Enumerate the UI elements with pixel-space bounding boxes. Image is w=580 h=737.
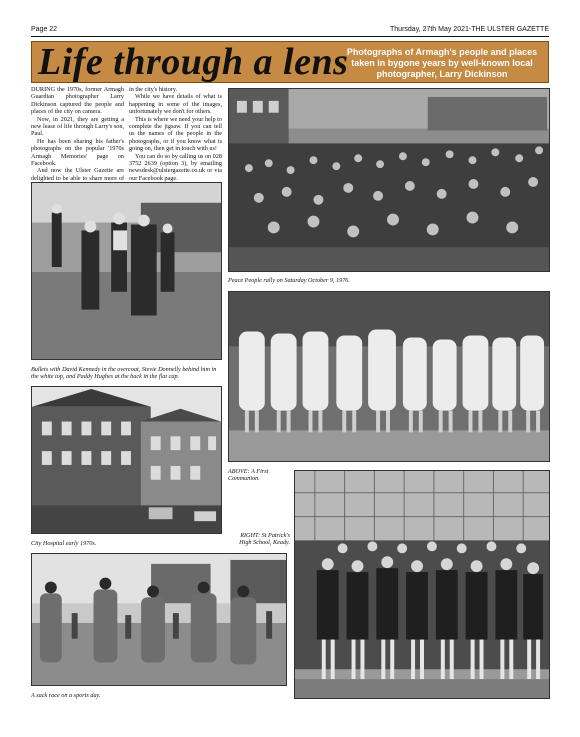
photo-city-hospital (31, 386, 222, 534)
article-paragraph: This is where we need your help to complete the jigsaw. If you can tell us the names of the people in the photographs, or if you know what is going on, then get in touch with us! (129, 115, 222, 153)
article-paragraph: You can do so by calling us on 028 3752 2639 (option 3), by emailing newsdesk@ulstergazette.co.uk or via our Facebook page. (129, 152, 222, 182)
caption-city-hospital: City Hospital early 1970s. (31, 540, 97, 547)
article-paragraph: And now the Ulster Gazette are delighted to be able to share more of (31, 167, 124, 182)
article-paragraph: Now, in 2021, they are getting a new lease of life through Larry's son, Paul. (31, 115, 124, 138)
article-headline: Life through a lens (38, 41, 349, 83)
page-number: Page 22 (31, 26, 58, 33)
caption-peace-rally: Peace People rally on Saturday October 9, 1976. (228, 277, 350, 284)
article-paragraph: He has been sharing his father's photographs on the popular '1970s Armagh Memories' page on Facebook. (31, 137, 124, 168)
photo-high-school (294, 470, 550, 699)
title-banner (31, 41, 549, 83)
header-rule (31, 36, 549, 37)
article-paragraph: DURING the 1970s, former Armagh Guardian photographer Larry Dickinson captured the people and places of the city on camera. (31, 86, 124, 116)
caption-sack-race: A sack race on a sports day. (31, 692, 101, 699)
photo-sack-race (31, 553, 287, 686)
photo-communion (228, 291, 550, 462)
article-paragraph: While we have details of what is happening in some of the images, unfortunately we don't for others. (129, 93, 222, 116)
article-paragraph: in the city's history. (129, 86, 178, 93)
caption-high-school: RIGHT: St Patrick's High School, Keady. (239, 532, 290, 547)
photo-peace-rally (228, 88, 550, 272)
photo-bullets (31, 182, 222, 360)
article-standfirst: Photographs of Armagh's people and places taken in bygone years by well-known local photographer, Larry Dickinson (346, 47, 538, 79)
page-dateline: Thursday, 27th May 2021-THE ULSTER GAZETTE (390, 26, 549, 33)
caption-bullets: Bullets with David Kennedy in the overcoat, Stevie Donnelly behind him in the white top, and Paddy Hughes at the back in the flat cap. (31, 366, 217, 381)
article-column-2 (129, 86, 222, 197)
caption-communion: ABOVE: A First Communion. (228, 468, 269, 483)
